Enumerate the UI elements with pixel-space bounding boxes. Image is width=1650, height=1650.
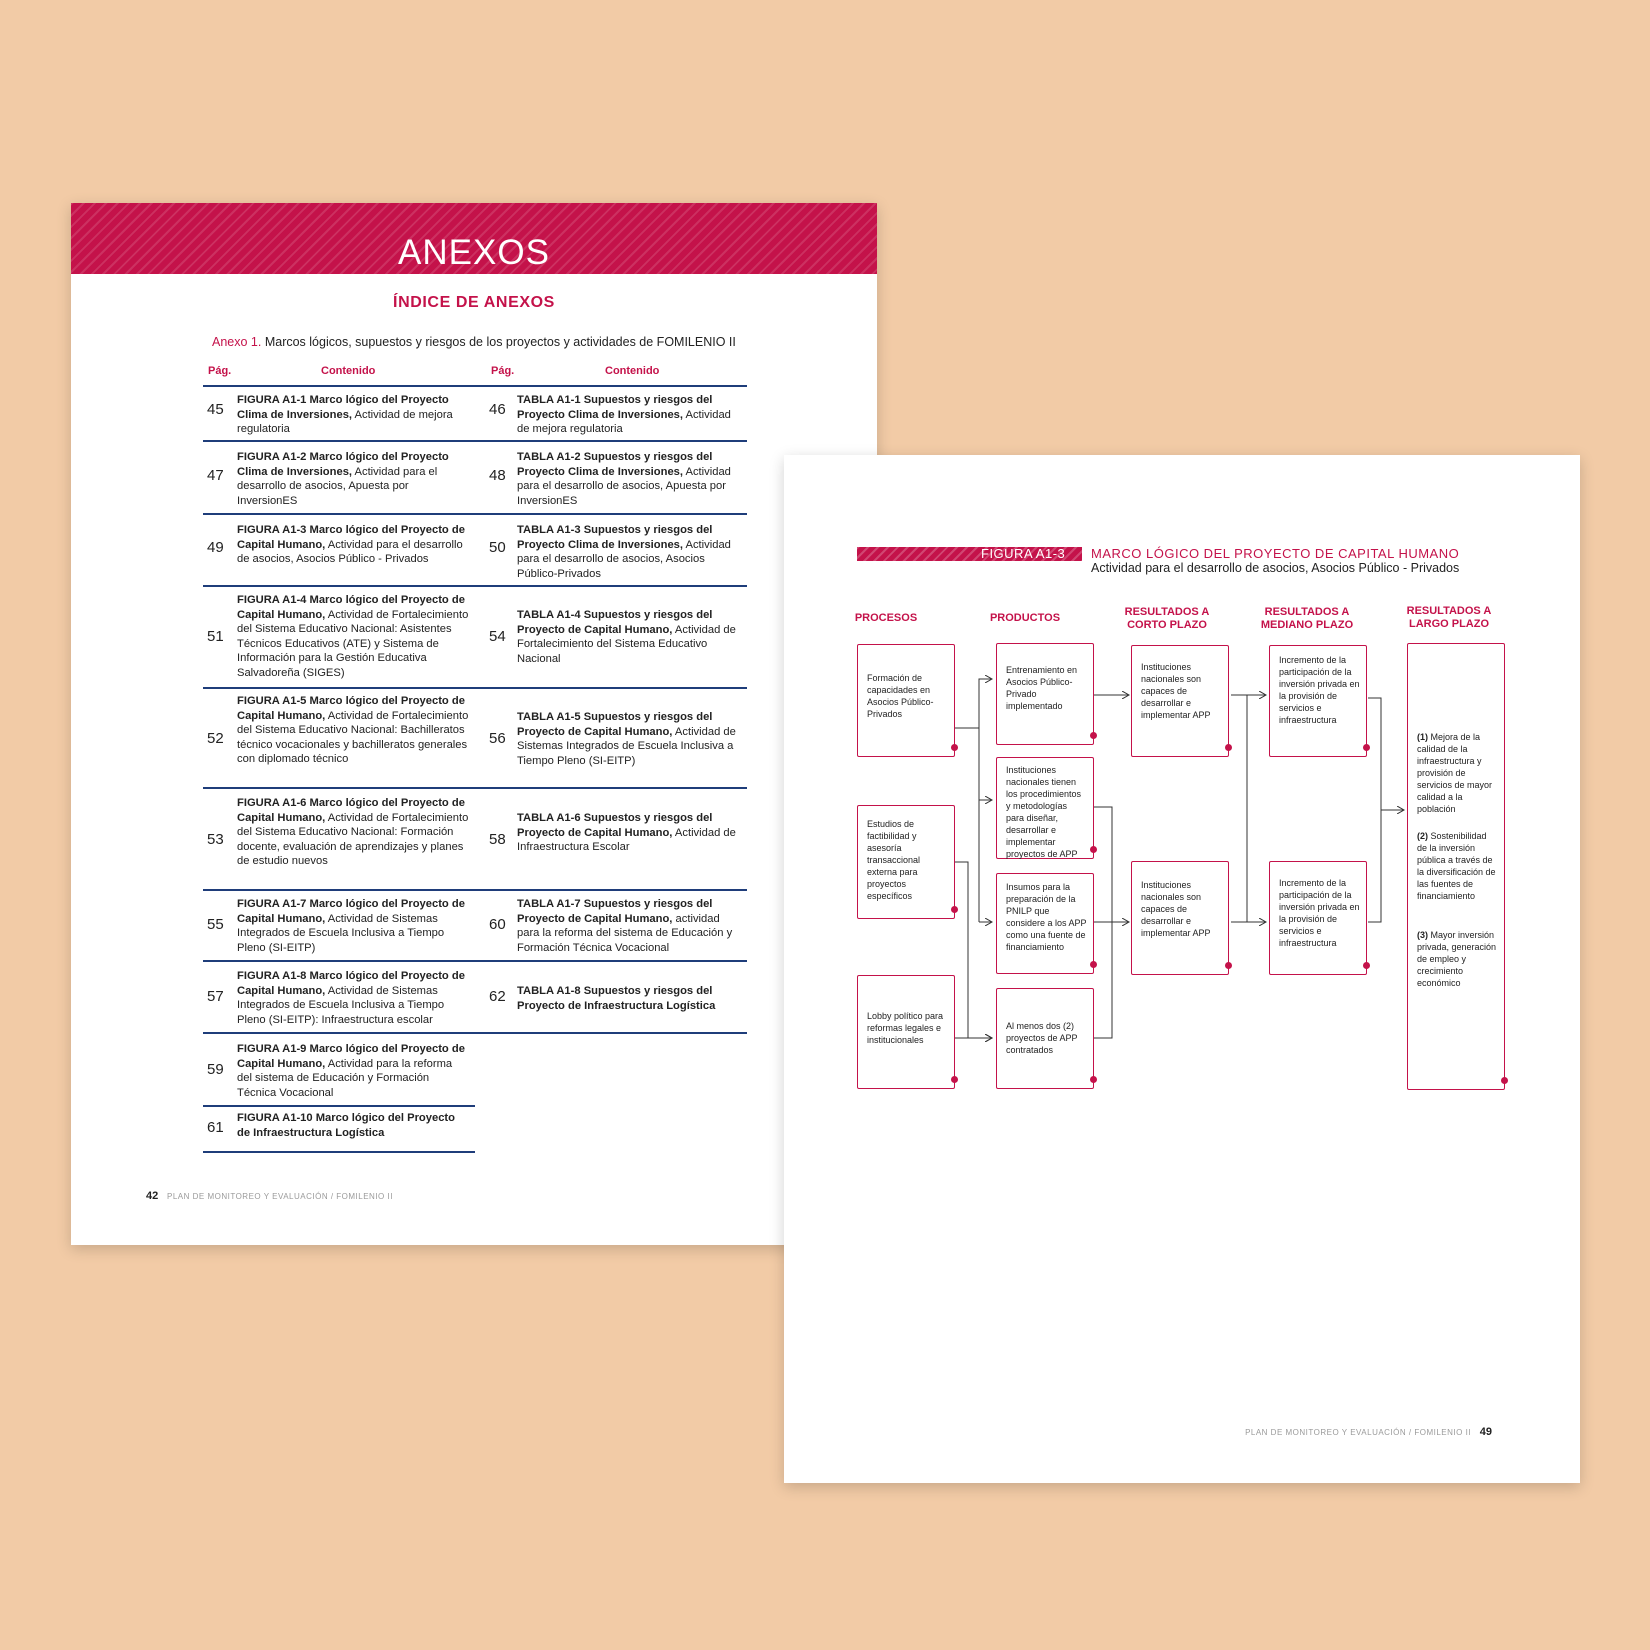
col-head-pag-right: Pág. — [491, 365, 515, 377]
row-divider — [203, 687, 747, 689]
col-procesos: PROCESOS — [854, 612, 918, 624]
row-divider — [203, 585, 747, 587]
mediano-plazo-box — [1269, 645, 1367, 757]
index-entry: FIGURA A1-1 Marco lógico del Proyecto Clima de Inversiones, Actividad de mejora regulatoria — [237, 394, 453, 435]
col-head-content-right: Contenido — [605, 365, 660, 377]
col-mediano: RESULTADOS A MEDIANO PLAZO — [1260, 606, 1354, 631]
col-head-pag-left: Pág. — [208, 365, 232, 377]
annex-banner — [71, 203, 877, 274]
producto-text: Instituciones nacionales tienen los procedimientos y metodologías para diseñar, desarrollar e implementar proyectos de APP — [1006, 765, 1082, 859]
footer-text: PLAN DE MONITOREO Y EVALUACIÓN / FOMILENIO II — [166, 1192, 393, 1201]
row-divider — [203, 385, 747, 387]
page-ref: 59 — [207, 1061, 224, 1078]
proceso-box — [857, 644, 955, 757]
producto-box — [996, 873, 1094, 974]
col-head-content-left: Contenido — [321, 365, 376, 377]
col-productos: PRODUCTOS — [989, 612, 1061, 624]
page-footer-right — [1245, 1426, 1492, 1438]
index-entry: FIGURA A1-3 Marco lógico del Proyecto de Capital Humano, Actividad para el desarrollo de asocios, Asocios Público - Privados — [237, 524, 465, 565]
row-divider — [203, 1105, 475, 1107]
index-entry: FIGURA A1-4 Marco lógico del Proyecto de Capital Humano, Actividad de Fortalecimiento del Sistema Educativo Nacional: Asistentes Técnicos Educativos (ATE) y Sistema de Información para la Gestión Educativa Salvadoreña (SIGES) — [237, 594, 469, 679]
page-ref: 46 — [489, 401, 506, 418]
row-divider — [203, 889, 747, 891]
index-entry: FIGURA A1-9 Marco lógico del Proyecto de Capital Humano, Actividad para la reforma del sistema de Educación y Formación Técnica Vocacional — [237, 1043, 465, 1099]
producto-box — [996, 988, 1094, 1089]
producto-box — [996, 643, 1094, 745]
page-ref: 55 — [207, 916, 224, 933]
box-dot — [1090, 732, 1097, 739]
page-ref: 60 — [489, 916, 506, 933]
largo-plazo-item: (3) Mayor inversión privada, generación de empleo y crecimiento económico — [1417, 930, 1497, 988]
page-ref: 52 — [207, 730, 224, 747]
mediano-plazo-box — [1269, 861, 1367, 975]
box-dot — [1090, 1076, 1097, 1083]
proceso-text: Lobby político para reformas legales e institucionales — [867, 1011, 944, 1045]
box-dot — [951, 906, 958, 913]
annex-label: Anexo 1. — [212, 335, 262, 349]
annex-heading — [212, 335, 736, 349]
box-dot — [1090, 961, 1097, 968]
figure-subtitle: Actividad para el desarrollo de asocios, Asocios Público - Privados — [1091, 561, 1460, 575]
mediano-plazo-text: Incremento de la participación de la inversión privada en la provisión de servicios e infraestructura — [1279, 878, 1360, 948]
row-divider — [203, 1151, 475, 1153]
page-ref: 61 — [207, 1119, 224, 1136]
corto-plazo-text: Instituciones nacionales son capaces de desarrollar e implementar APP — [1141, 662, 1211, 720]
index-entry: TABLA A1-5 Supuestos y riesgos del Proyecto de Capital Humano, Actividad de Sistemas Integrados de Escuela Inclusiva a Tiempo Pleno (SI-EITP) — [517, 711, 736, 767]
page-ref: 48 — [489, 467, 506, 484]
corto-plazo-text: Instituciones nacionales son capaces de desarrollar e implementar APP — [1141, 880, 1211, 938]
box-dot — [951, 744, 958, 751]
proceso-box — [857, 975, 955, 1089]
row-divider — [203, 513, 747, 515]
page-ref: 62 — [489, 988, 506, 1005]
page-ref: 47 — [207, 467, 224, 484]
col-largo: RESULTADOS A LARGO PLAZO — [1406, 605, 1492, 630]
box-dot — [1363, 744, 1370, 751]
page-ref: 56 — [489, 730, 506, 747]
corto-plazo-box — [1131, 645, 1229, 757]
footer-text: PLAN DE MONITOREO Y EVALUACIÓN / FOMILENIO II — [1245, 1428, 1472, 1437]
box-dot — [1501, 1077, 1508, 1084]
proceso-text: Formación de capacidades en Asocios Público- Privados — [867, 673, 934, 719]
col-corto: RESULTADOS A CORTO PLAZO — [1124, 606, 1210, 631]
row-divider — [203, 1032, 747, 1034]
index-entry: TABLA A1-4 Supuestos y riesgos del Proyecto de Capital Humano, Actividad de Fortalecimiento del Sistema Educativo Nacional — [517, 609, 736, 665]
index-entry: TABLA A1-3 Supuestos y riesgos del Proyecto Clima de Inversiones, Actividad para el desarrollo de asocios, Asocios Público-Privados — [517, 524, 731, 580]
index-entry: TABLA A1-2 Supuestos y riesgos del Proyecto Clima de Inversiones, Actividad para el desarrollo de asocios, Apuesta por InversionES — [517, 451, 731, 507]
page-footer-left — [146, 1190, 393, 1202]
box-dot — [1090, 846, 1097, 853]
figure-tag: FIGURA A1-3 — [981, 546, 1066, 561]
figure-title: MARCO LÓGICO DEL PROYECTO DE CAPITAL HUMANO — [1091, 546, 1460, 561]
page-ref: 58 — [489, 831, 506, 848]
mediano-plazo-text: Incremento de la participación de la inversión privada en la provisión de servicios e infraestructura — [1279, 655, 1360, 725]
index-entry: FIGURA A1-6 Marco lógico del Proyecto de Capital Humano, Actividad de Fortalecimiento del Sistema Educativo Nacional: Formación docente, evaluación de aprendizajes y planes de estudio nuevos — [237, 797, 469, 867]
box-dot — [1225, 744, 1232, 751]
largo-plazo-box — [1407, 643, 1505, 1090]
index-page — [71, 203, 877, 1245]
index-entry: TABLA A1-1 Supuestos y riesgos del Proyecto Clima de Inversiones, Actividad de mejora regulatoria — [517, 394, 731, 435]
index-entry: TABLA A1-6 Supuestos y riesgos del Proyecto de Capital Humano, Actividad de Infraestructura Escolar — [517, 812, 736, 853]
row-divider — [203, 787, 747, 789]
page-ref: 57 — [207, 988, 224, 1005]
page-ref: 49 — [207, 539, 224, 556]
index-entry: TABLA A1-8 Supuestos y riesgos del Proyecto de Infraestructura Logística — [517, 985, 716, 1012]
page-number: 49 — [1479, 1426, 1492, 1438]
corto-plazo-box — [1131, 861, 1229, 975]
index-entry: TABLA A1-7 Supuestos y riesgos del Proyecto de Capital Humano, actividad para la reforma del sistema de Educación y Formación Técnica Vocacional — [517, 898, 733, 954]
index-title: ÍNDICE DE ANEXOS — [393, 294, 555, 311]
row-divider — [203, 440, 747, 442]
row-divider — [203, 960, 747, 962]
index-entry: FIGURA A1-5 Marco lógico del Proyecto de Capital Humano, Actividad de Fortalecimiento del Sistema Educativo Nacional: Bachilleratos técnico vocacionales y bachilleratos generales con diplomado técnico — [237, 695, 469, 765]
banner-title: ANEXOS — [398, 233, 550, 272]
producto-text: Insumos para la preparación de la PNILP que considere a los APP como una fuente de financiamiento — [1006, 882, 1087, 952]
producto-text: Entrenamiento en Asocios Público- Privado implementado — [1006, 665, 1078, 711]
annex-text: Marcos lógicos, supuestos y riesgos de los proyectos y actividades de FOMILENIO II — [264, 335, 736, 349]
largo-plazo-item: (2) Sostenibilidad de la inversión pública a través de la diversificación de las fuentes de financiamiento — [1417, 831, 1496, 901]
proceso-box — [857, 805, 955, 919]
index-entry: FIGURA A1-8 Marco lógico del Proyecto de Capital Humano, Actividad de Sistemas Integrados de Escuela Inclusiva a Tiempo Pleno (SI-EITP): Infraestructura escolar — [237, 970, 465, 1026]
page-ref: 50 — [489, 539, 506, 556]
page-ref: 53 — [207, 831, 224, 848]
index-entry: FIGURA A1-7 Marco lógico del Proyecto de Capital Humano, Actividad de Sistemas Integrados de Escuela Inclusiva a Tiempo Pleno (SI-EITP) — [237, 898, 465, 954]
page-ref: 54 — [489, 628, 506, 645]
page-number: 42 — [146, 1190, 159, 1202]
box-dot — [1225, 962, 1232, 969]
producto-text: Al menos dos (2) proyectos de APP contratados — [1006, 1021, 1078, 1055]
box-dot — [1363, 962, 1370, 969]
box-dot — [951, 1076, 958, 1083]
index-entry: FIGURA A1-10 Marco lógico del Proyecto de Infraestructura Logística — [237, 1112, 455, 1139]
proceso-text: Estudios de factibilidad y asesoría transaccional externa para proyectos específicos — [867, 819, 921, 901]
largo-plazo-item: (1) Mejora de la calidad de la infraestructura y provisión de servicios de mayor calidad a la población — [1417, 732, 1493, 814]
page-ref: 45 — [207, 401, 224, 418]
index-entry: FIGURA A1-2 Marco lógico del Proyecto Clima de Inversiones, Actividad para el desarrollo de asocios, Apuesta por InversionES — [237, 451, 449, 507]
figure-page — [784, 455, 1580, 1483]
page-ref: 51 — [207, 628, 224, 645]
producto-box — [996, 757, 1094, 859]
